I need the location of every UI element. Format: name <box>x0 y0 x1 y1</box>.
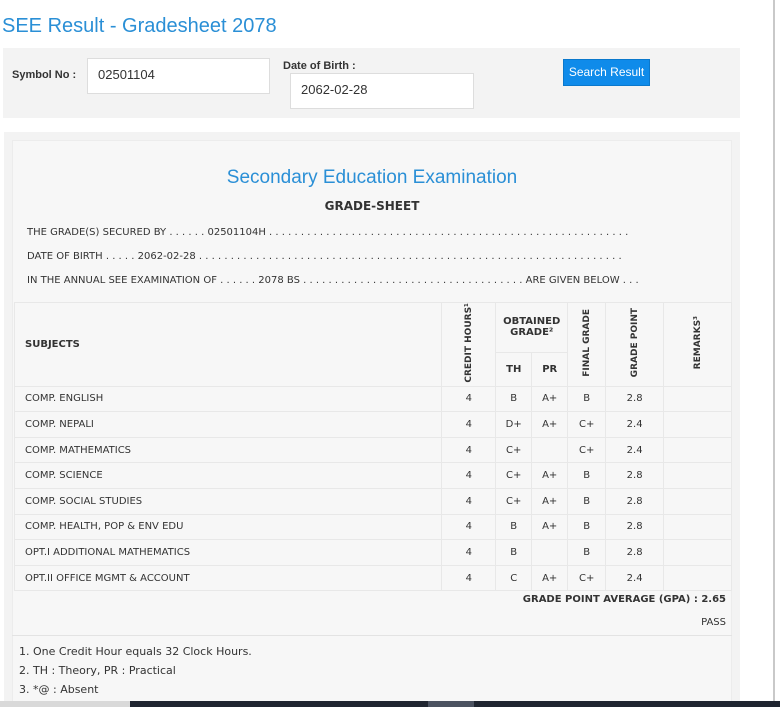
theory-grade: C <box>496 565 532 591</box>
table-row <box>15 386 732 412</box>
grade-point: 2.8 <box>606 489 664 515</box>
remarks <box>664 386 732 412</box>
grade-point: 2.4 <box>606 565 664 591</box>
final-grade: C+ <box>568 565 606 591</box>
grade-point: 2.8 <box>606 463 664 489</box>
taskbar-left <box>0 701 130 707</box>
subject-name: COMP. SOCIAL STUDIES <box>15 489 442 515</box>
remarks <box>664 412 732 438</box>
table-row <box>15 489 732 515</box>
grade-sheet-title: GRADE-SHEET <box>324 199 420 213</box>
practical-grade <box>532 540 568 566</box>
subject-name: OPT.I ADDITIONAL MATHEMATICS <box>15 540 442 566</box>
final-grade: B <box>568 489 606 515</box>
table-row <box>15 540 732 566</box>
footnote-3: 3. *@ : Absent <box>19 683 99 696</box>
final-grade-header: FINAL GRADE <box>568 303 606 387</box>
final-grade: B <box>568 463 606 489</box>
credit-hours: 4 <box>442 489 496 515</box>
notes-divider <box>12 635 732 636</box>
symbol-label: Symbol No : <box>12 69 77 81</box>
remarks <box>664 514 732 540</box>
obtained-grade-header: OBTAINED GRADE² <box>496 303 568 353</box>
subject-name: COMP. MATHEMATICS <box>15 437 442 463</box>
symbol-input[interactable]: 02501104 <box>87 58 270 94</box>
window-edge <box>773 0 775 707</box>
exam-title: Secondary Education Examination <box>226 167 518 188</box>
subject-name: COMP. SCIENCE <box>15 463 442 489</box>
practical-grade: A+ <box>532 489 568 515</box>
grade-point: 2.4 <box>606 412 664 438</box>
taskbar-item[interactable] <box>428 701 474 707</box>
final-grade: B <box>568 540 606 566</box>
remarks <box>664 463 732 489</box>
grade-table <box>14 302 732 591</box>
theory-grade: C+ <box>496 463 532 489</box>
credit-hours: 4 <box>442 565 496 591</box>
date-of-birth-line: DATE OF BIRTH . . . . . 2062-02-28 . . . . . . . . . . . . . . . . . . . . . . . . . . . . . . . . . . . . . . . . . . . . . . . . . . . . . . . . . . . . . . . . . . . <box>27 251 622 262</box>
result-status: PASS <box>701 617 726 628</box>
practical-grade: A+ <box>532 514 568 540</box>
remarks <box>664 489 732 515</box>
grade-point: 2.4 <box>606 437 664 463</box>
subjects-header: SUBJECTS <box>15 303 442 387</box>
credit-hours: 4 <box>442 386 496 412</box>
final-grade: B <box>568 514 606 540</box>
theory-grade: B <box>496 540 532 566</box>
credit-hours: 4 <box>442 437 496 463</box>
credit-hours: 4 <box>442 463 496 489</box>
subject-name: COMP. NEPALI <box>15 412 442 438</box>
remarks <box>664 540 732 566</box>
footnote-1: 1. One Credit Hour equals 32 Clock Hours. <box>19 645 252 658</box>
grade-point: 2.8 <box>606 386 664 412</box>
th-header: TH <box>496 352 532 386</box>
theory-grade: B <box>496 514 532 540</box>
practical-grade: A+ <box>532 463 568 489</box>
table-row <box>15 565 732 591</box>
subject-name: COMP. ENGLISH <box>15 386 442 412</box>
table-row <box>15 514 732 540</box>
grade-point-header: GRADE POINT <box>606 303 664 387</box>
secured-by-line: THE GRADE(S) SECURED BY . . . . . . 02501104H . . . . . . . . . . . . . . . . . . . . . . . . . . . . . . . . . . . . . . . . . . . . . . . . . . . . . . . . . <box>27 227 629 238</box>
credit-hours: 4 <box>442 540 496 566</box>
subject-name: COMP. HEALTH, POP & ENV EDU <box>15 514 442 540</box>
pr-header: PR <box>532 352 568 386</box>
table-row <box>15 412 732 438</box>
practical-grade: A+ <box>532 412 568 438</box>
credit-hours: 4 <box>442 412 496 438</box>
grade-point: 2.8 <box>606 514 664 540</box>
remarks-header: REMARKS³ <box>664 303 732 387</box>
final-grade: C+ <box>568 437 606 463</box>
remarks <box>664 565 732 591</box>
theory-grade: C+ <box>496 489 532 515</box>
practical-grade <box>532 437 568 463</box>
credit-hours-header: CREDIT HOURS¹ <box>442 303 496 387</box>
grade-point: 2.8 <box>606 540 664 566</box>
page-title: SEE Result - Gradesheet 2078 <box>2 15 277 37</box>
practical-grade: A+ <box>532 386 568 412</box>
gpa-summary: GRADE POINT AVERAGE (GPA) : 2.65 <box>522 594 726 605</box>
theory-grade: D+ <box>496 412 532 438</box>
exam-year-line: IN THE ANNUAL SEE EXAMINATION OF . . . . . . 2078 BS . . . . . . . . . . . . . . . . . . . . . . . . . . . . . . . . . . . ARE GIVEN BELOW . . . <box>27 275 639 286</box>
theory-grade: B <box>496 386 532 412</box>
grade-table-header <box>15 303 732 353</box>
subject-name: OPT.II OFFICE MGMT & ACCOUNT <box>15 565 442 591</box>
final-grade: B <box>568 386 606 412</box>
theory-grade: C+ <box>496 437 532 463</box>
practical-grade: A+ <box>532 565 568 591</box>
credit-hours: 4 <box>442 514 496 540</box>
footnote-2: 2. TH : Theory, PR : Practical <box>19 664 176 677</box>
dob-label: Date of Birth : <box>283 60 356 72</box>
final-grade: C+ <box>568 412 606 438</box>
table-row <box>15 463 732 489</box>
search-result-button[interactable]: Search Result <box>563 59 650 86</box>
dob-input[interactable]: 2062-02-28 <box>290 73 474 109</box>
table-row <box>15 437 732 463</box>
remarks <box>664 437 732 463</box>
